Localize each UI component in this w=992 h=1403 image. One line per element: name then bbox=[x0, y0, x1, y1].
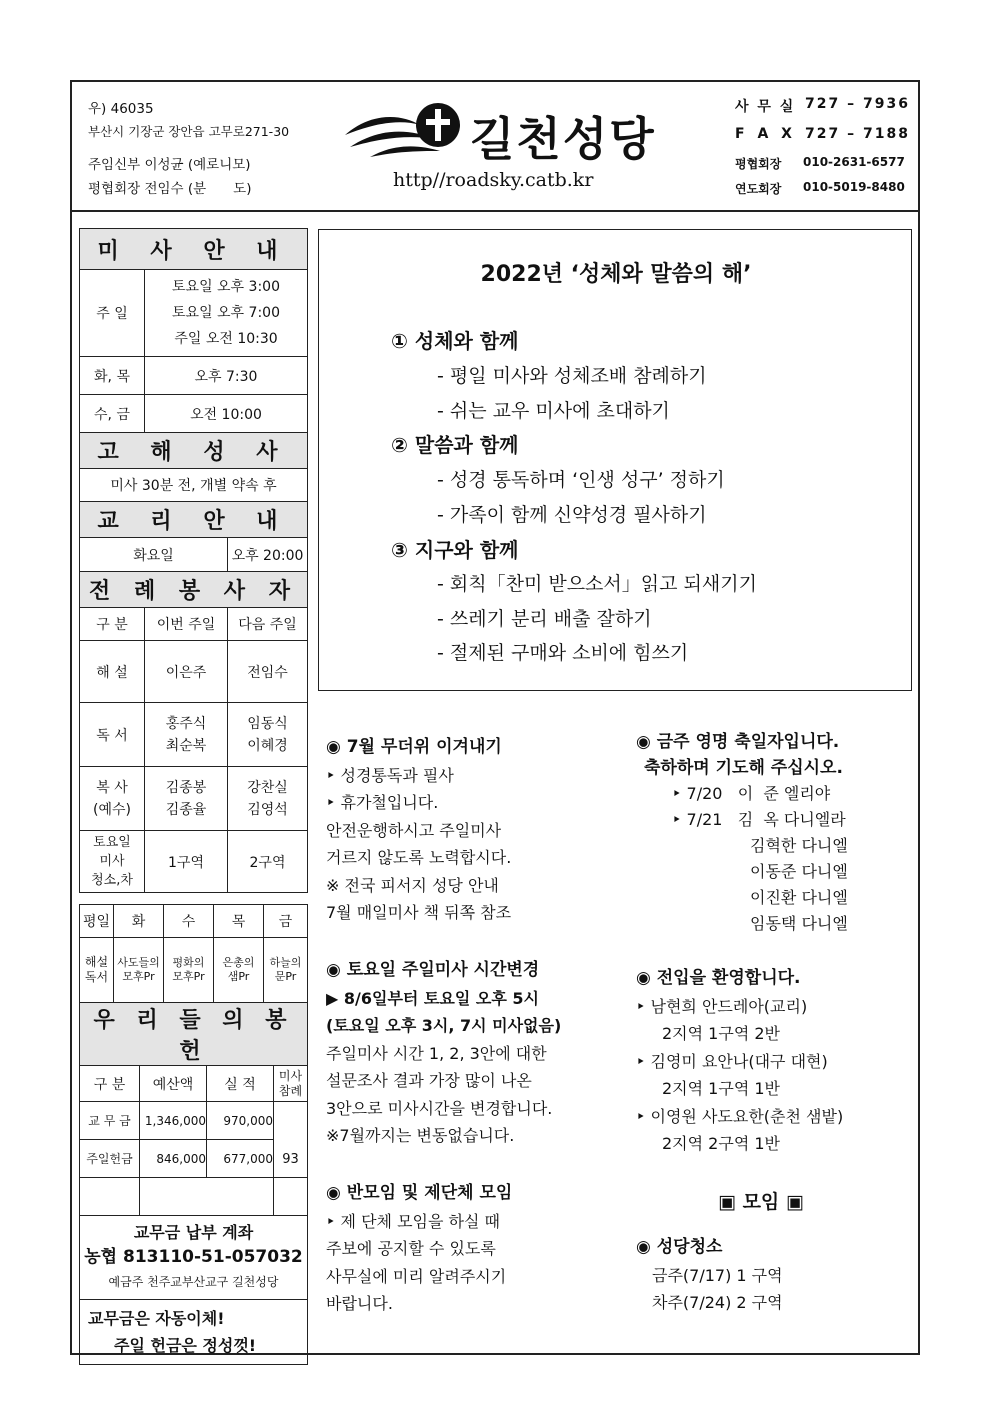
confession-text: 미사 30분 전, 개별 약속 후 bbox=[80, 469, 308, 502]
notice-line: ‣ 제 단체 모임을 하실 때 bbox=[326, 1211, 500, 1231]
feast-entry: ‣ 7/20 이 준 엘리야 bbox=[672, 784, 831, 803]
weekday-header: 금 bbox=[264, 905, 308, 938]
header-divider bbox=[70, 210, 920, 212]
offering-header: 예산액 bbox=[140, 1066, 207, 1102]
notice-line: ※ 전국 피서지 성당 안내 bbox=[326, 875, 499, 895]
weekday-servers-table bbox=[79, 904, 308, 1003]
catechism-section-title: 교 리 안 내 bbox=[80, 502, 308, 538]
server-next-week: 임동식 이혜경 bbox=[228, 703, 308, 767]
account-number: 농협 813110-51-057032 bbox=[84, 1247, 303, 1267]
weekday-group: 평화의 모후Pr bbox=[164, 938, 214, 1003]
notice-title: ◉ 전입을 환영합니다. bbox=[636, 968, 801, 988]
offering-label: 교 무 금 bbox=[80, 1102, 140, 1140]
server-role: 토요일 미사 청소,차 bbox=[80, 831, 145, 893]
church-logo-icon bbox=[340, 95, 470, 165]
notice-line: 바랍니다. bbox=[326, 1294, 393, 1313]
account-holder: 예금주 천주교부산교구 길천성당 bbox=[108, 1275, 279, 1289]
account-title: 교무금 납부 계좌 bbox=[133, 1223, 254, 1242]
mass-section-title: 미 사 안 내 bbox=[80, 229, 308, 270]
catechism-day: 화요일 bbox=[80, 538, 228, 572]
fax-label: F A X bbox=[735, 126, 796, 142]
feast-entry: 임동택 다니엘 bbox=[750, 914, 848, 933]
theme-item: - 평일 미사와 성체조배 참례하기 bbox=[437, 365, 707, 387]
feast-entry: 김혁한 다니엘 bbox=[750, 836, 848, 855]
offering-table bbox=[79, 1002, 308, 1365]
theme-item: - 쓰레기 분리 배출 잘하기 bbox=[437, 608, 652, 630]
weekday-group: 은총의 샘Pr bbox=[214, 938, 264, 1003]
offering-note-autopay: 교무금은 자동이체! bbox=[88, 1309, 225, 1328]
attendance-value: 93 bbox=[274, 1102, 308, 1178]
website-link[interactable]: http//roadsky.catb.kr bbox=[393, 169, 594, 191]
offering-budget: 846,000 bbox=[140, 1140, 207, 1178]
welcome-line: 2지역 1구역 2반 bbox=[662, 1024, 780, 1043]
theme-section-head: ③ 지구와 함께 bbox=[391, 538, 519, 562]
server-role: 해 설 bbox=[80, 641, 145, 703]
notice-welcome bbox=[636, 965, 843, 1158]
offering-header: 미사 참례 bbox=[274, 1066, 308, 1102]
notice-line: 3안으로 미사시간을 변경합니다. bbox=[326, 1098, 553, 1118]
notice-bold-line: ▶ 8/6일부터 토요일 오후 5시 bbox=[326, 988, 539, 1008]
church-name: 길천성당 bbox=[470, 112, 656, 166]
office-label: 사 무 실 bbox=[735, 99, 796, 115]
council-phone: 010-2631-6577 bbox=[803, 155, 905, 169]
weekday-role: 해설 독서 bbox=[80, 938, 114, 1003]
welcome-line: ‣ 남현희 안드레아(교리) bbox=[636, 996, 808, 1016]
tue-thu-time: 오후 7:30 bbox=[145, 357, 308, 395]
offering-section-title: 우 리 들 의 봉 헌 bbox=[80, 1003, 308, 1066]
server-this-week: 이은주 bbox=[145, 641, 228, 703]
sunday-time-2: 토요일 오후 7:00 bbox=[172, 305, 280, 321]
welcome-line: ‣ 김영미 요안나(대구 대현) bbox=[636, 1051, 828, 1071]
offering-budget: 1,346,000 bbox=[140, 1102, 207, 1140]
council-chair: 평협회장 전임수 (분 도) bbox=[88, 181, 252, 197]
year-theme-box bbox=[318, 229, 912, 691]
offering-label: 주일헌금 bbox=[80, 1140, 140, 1178]
weekday-header: 화 bbox=[114, 905, 164, 938]
offering-actual: 970,000 bbox=[207, 1102, 274, 1140]
meeting-title: ▣ 모임 ▣ bbox=[718, 1191, 804, 1213]
notice-line: 주보에 공지할 수 있도록 bbox=[326, 1239, 496, 1258]
feast-entry: 이동준 다니엘 bbox=[750, 862, 848, 881]
wed-fri-label: 수, 금 bbox=[80, 395, 145, 433]
feast-entry: 이진환 다니엘 bbox=[750, 888, 848, 907]
sunday-time-1: 토요일 오후 3:00 bbox=[172, 279, 280, 295]
theme-section-head: ② 말씀과 함께 bbox=[391, 433, 519, 457]
notice-title: ◉ 성당청소 bbox=[636, 1237, 723, 1257]
office-phone: 727 – 7936 bbox=[805, 96, 910, 112]
server-next-week: 강찬실 김영석 bbox=[228, 767, 308, 831]
sunday-time-3: 주일 오전 10:30 bbox=[174, 331, 278, 347]
yeondo-phone-label: 연도회장 bbox=[735, 182, 782, 196]
notice-line: 거르지 않도록 노력합시다. bbox=[326, 848, 512, 867]
weekday-header: 목 bbox=[214, 905, 264, 938]
notice-line: ‣ 성경통독과 필사 bbox=[326, 765, 454, 785]
server-next-week: 2구역 bbox=[228, 831, 308, 893]
offering-actual: 677,000 bbox=[207, 1140, 274, 1178]
welcome-line: ‣ 이영원 사도요한(춘천 샘밭) bbox=[636, 1106, 844, 1126]
notice-line: 설문조사 결과 가장 많이 나온 bbox=[326, 1071, 532, 1090]
notice-line: 사무실에 미리 알려주시기 bbox=[326, 1266, 507, 1286]
notice-feast bbox=[636, 729, 848, 937]
wed-fri-time: 오전 10:00 bbox=[145, 395, 308, 433]
server-this-week: 1구역 bbox=[145, 831, 228, 893]
servers-header-next-week: 다음 주일 bbox=[228, 608, 308, 641]
fax-phone: 727 – 7188 bbox=[805, 126, 910, 142]
weekday-group: 사도들의 모후Pr bbox=[114, 938, 164, 1003]
notice-line: 7월 매일미사 책 뒤쪽 참조 bbox=[326, 903, 512, 922]
offering-note-sincere: 주일 헌금은 정성껏! bbox=[114, 1336, 257, 1355]
sunday-label: 주 일 bbox=[80, 270, 145, 357]
catechism-time: 오후 20:00 bbox=[228, 538, 308, 572]
notice-line: 주일미사 시간 1, 2, 3안에 대한 bbox=[326, 1043, 547, 1063]
notice-bold-line: (토요일 오후 3시, 7시 미사없음) bbox=[326, 1016, 562, 1035]
notice-group bbox=[326, 1180, 512, 1318]
notice-line: 안전운행하시고 주일미사 bbox=[326, 820, 502, 840]
theme-item: - 회칙「찬미 받으소서」읽고 되새기기 bbox=[437, 573, 757, 595]
theme-item: - 쉬는 교우 미사에 초대하기 bbox=[437, 400, 670, 422]
offering-header: 실 적 bbox=[207, 1066, 274, 1102]
confession-section-title: 고 해 성 사 bbox=[80, 433, 308, 469]
yeondo-phone: 010-5019-8480 bbox=[803, 180, 905, 194]
cleaning-line: 차주(7/24) 2 구역 bbox=[652, 1293, 783, 1312]
offering-header: 구 분 bbox=[80, 1066, 140, 1102]
pastor: 주임신부 이성균 (예로니모) bbox=[88, 157, 251, 173]
server-next-week: 전임수 bbox=[228, 641, 308, 703]
server-this-week: 홍주식 최순복 bbox=[145, 703, 228, 767]
welcome-line: 2지역 2구역 1반 bbox=[662, 1134, 780, 1153]
cleaning-line: 금주(7/17) 1 구역 bbox=[652, 1265, 783, 1285]
notice-title: ◉ 토요일 주일미사 시간변경 bbox=[326, 960, 540, 980]
weekday-header: 수 bbox=[164, 905, 214, 938]
theme-item: - 가족이 함께 신약성경 필사하기 bbox=[437, 504, 707, 526]
server-this-week: 김종봉 김종율 bbox=[145, 767, 228, 831]
theme-item: - 성경 통독하며 ‘인생 성구’ 정하기 bbox=[437, 469, 725, 491]
notice-summer bbox=[326, 734, 511, 927]
notice-title: 축하하며 기도해 주십시오. bbox=[644, 758, 843, 778]
notice-saturday bbox=[326, 957, 561, 1150]
server-role: 독 서 bbox=[80, 703, 145, 767]
weekday-header: 평일 bbox=[80, 905, 114, 938]
notice-title: ◉ 반모임 및 제단체 모임 bbox=[326, 1183, 513, 1203]
servers-header-category: 구 분 bbox=[80, 608, 145, 641]
servers-section-title: 전 례 봉 사 자 bbox=[80, 572, 308, 608]
notice-title: ◉ 금주 영명 축일자입니다. bbox=[636, 732, 840, 752]
theme-item: - 절제된 구매와 소비에 힘쓰기 bbox=[437, 642, 689, 664]
notice-line: ‣ 휴가철입니다. bbox=[326, 793, 439, 812]
notice-title: ◉ 7월 무더위 이겨내기 bbox=[326, 737, 502, 757]
servers-header-this-week: 이번 주일 bbox=[145, 608, 228, 641]
weekday-group: 하늘의 문Pr bbox=[264, 938, 308, 1003]
welcome-line: 2지역 1구역 1반 bbox=[662, 1079, 780, 1098]
theme-section-head: ① 성체와 함께 bbox=[391, 329, 519, 353]
feast-entry: ‣ 7/21 김 옥 다니엘라 bbox=[672, 810, 846, 829]
tue-thu-label: 화, 목 bbox=[80, 357, 145, 395]
schedule-table bbox=[79, 228, 308, 893]
notice-line: ※7월까지는 변동없습니다. bbox=[326, 1126, 515, 1145]
year-theme-title: 2022년 ‘성체와 말씀의 해’ bbox=[480, 262, 752, 287]
council-phone-label: 평협회장 bbox=[735, 157, 782, 171]
postal-code: 우) 46035 bbox=[88, 101, 154, 117]
server-role: 복 사 (예수) bbox=[80, 767, 145, 831]
notice-cleaning bbox=[636, 1234, 783, 1317]
address: 부산시 기장군 장안읍 고무로271-30 bbox=[88, 124, 290, 139]
